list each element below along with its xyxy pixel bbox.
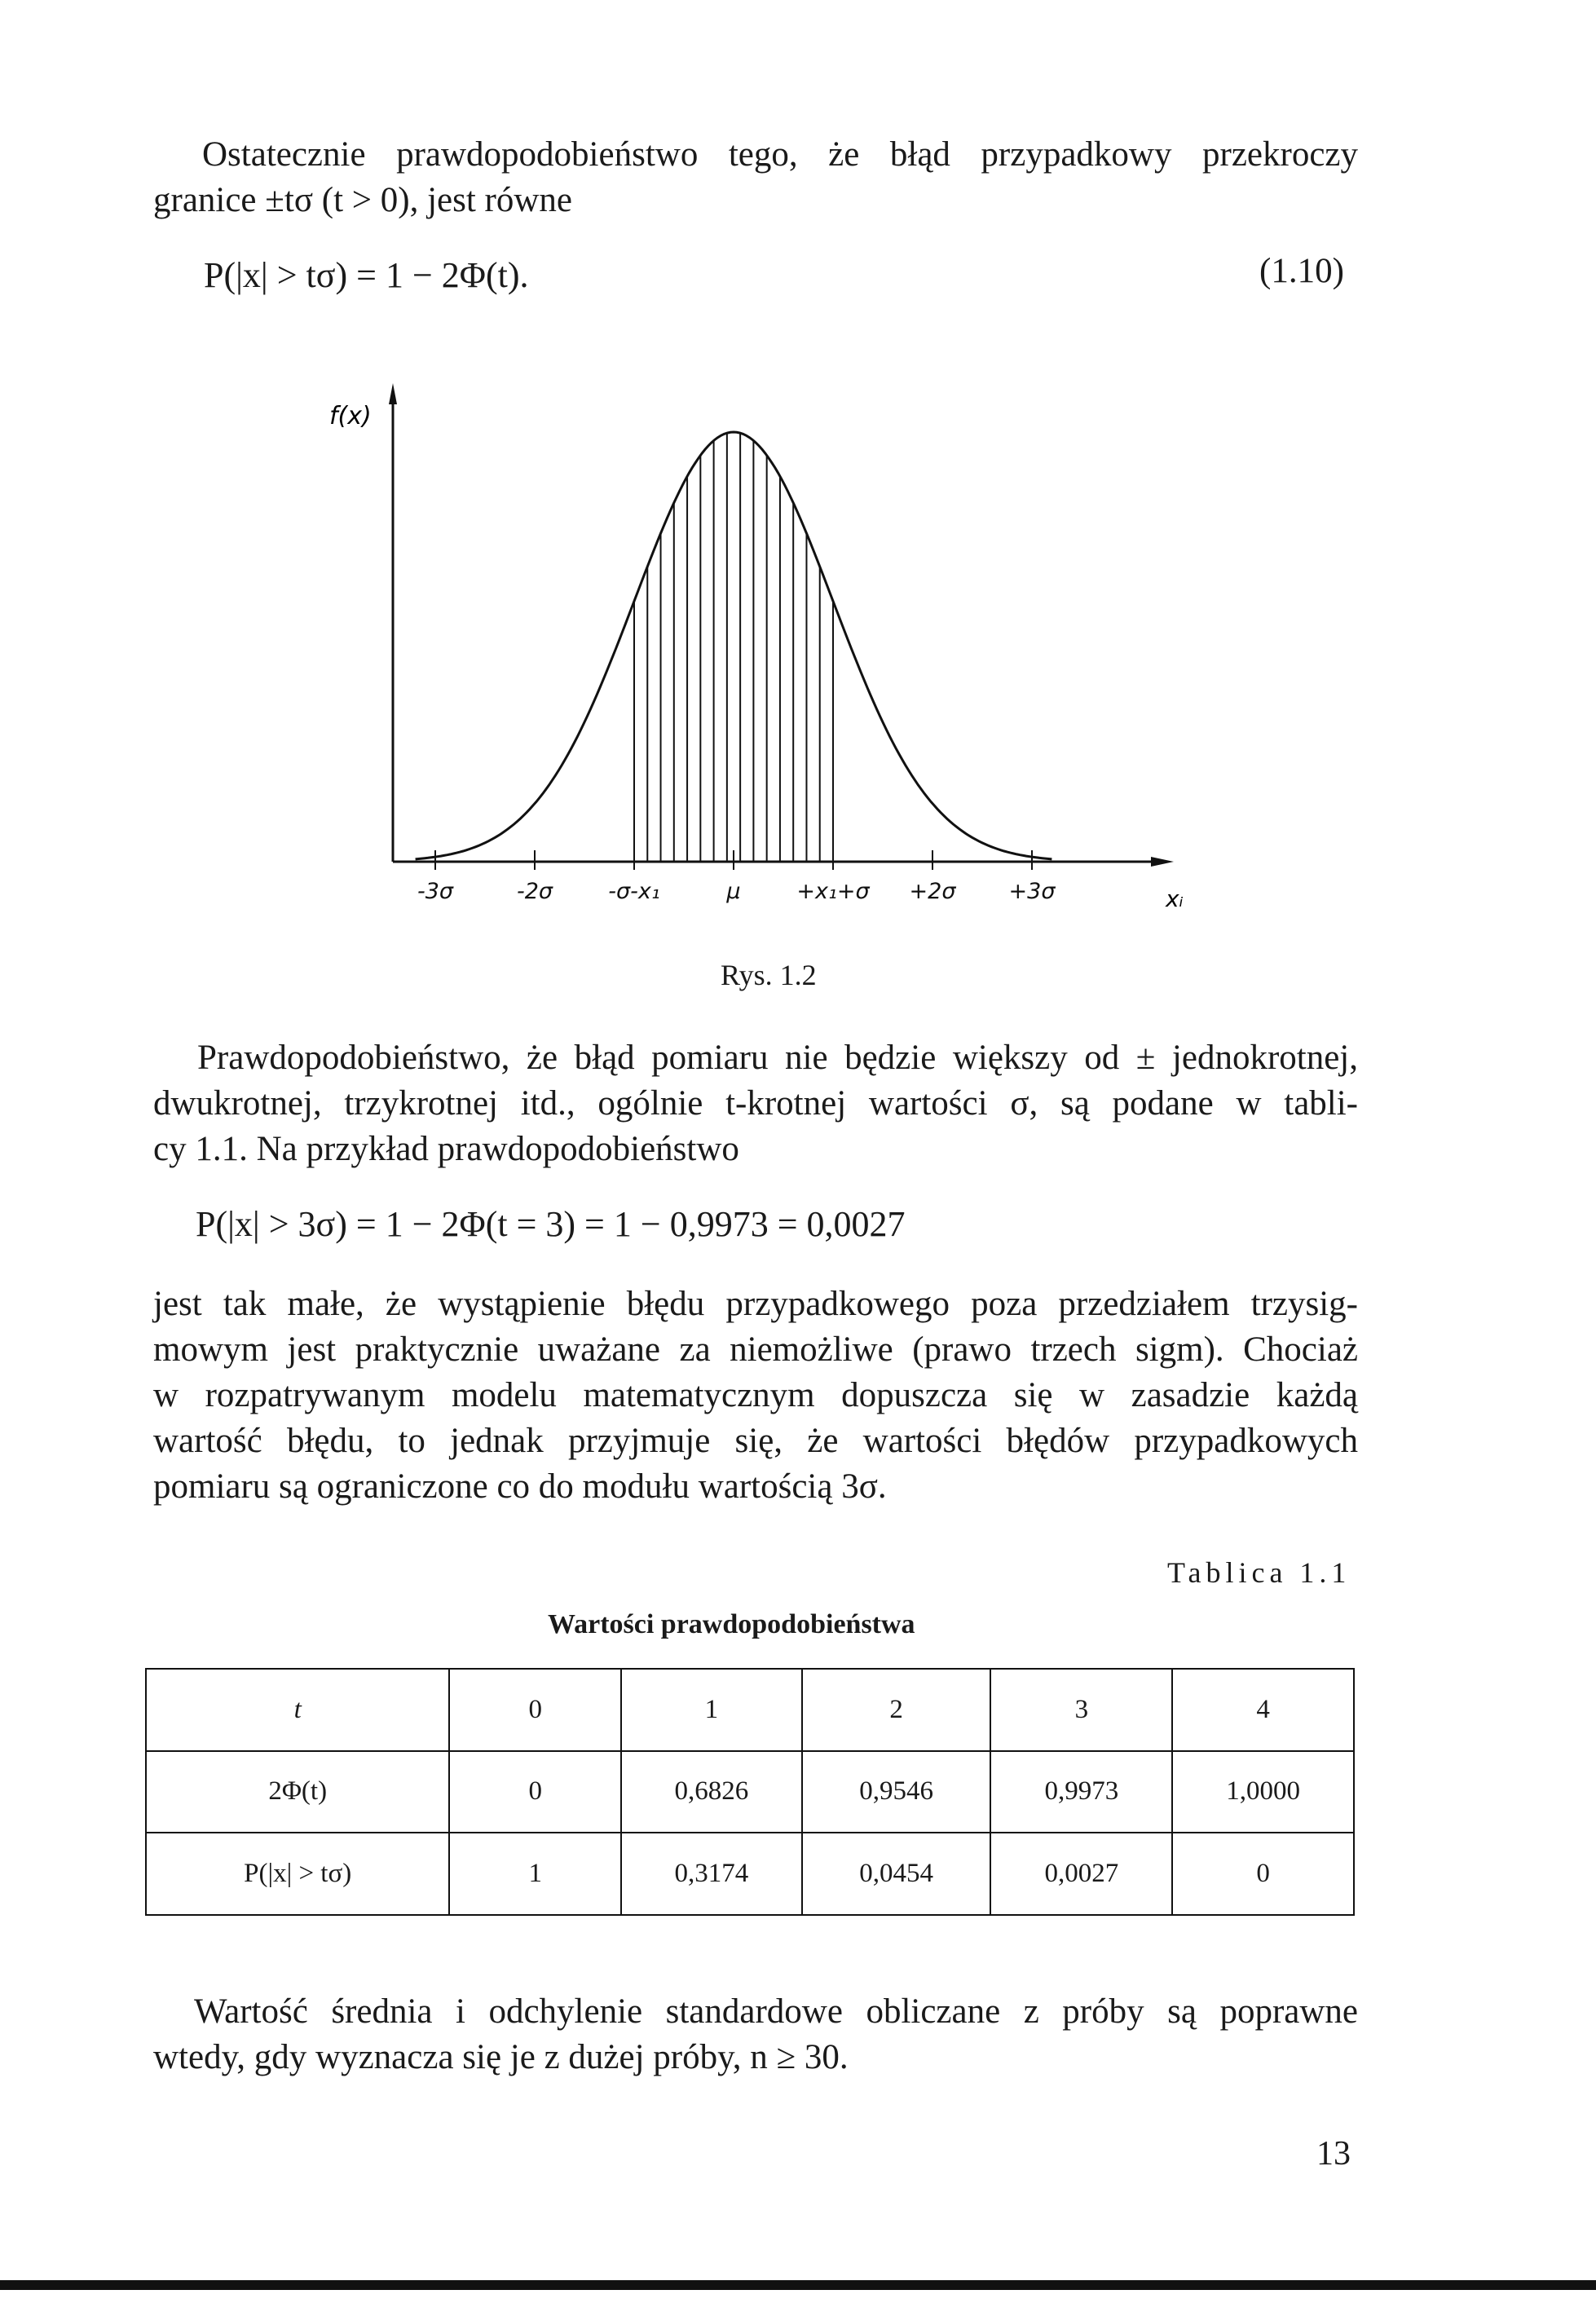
table-cell: 0,9973	[990, 1751, 1172, 1833]
formula-example: P(|x| > 3σ) = 1 − 2Φ(t = 3) = 1 − 0,9973 = 0,0027	[196, 1204, 906, 1244]
x-axis-arrow-icon	[1151, 857, 1174, 867]
normal-distribution-figure	[0, 0, 1596, 1027]
paragraph-2	[153, 1035, 1358, 1172]
table-cell: 0	[449, 1669, 621, 1751]
table-cell: 0,0027	[990, 1833, 1172, 1915]
density-curve	[416, 432, 1052, 859]
table-cell: 2	[802, 1669, 991, 1751]
table-cell: 0,9546	[802, 1751, 991, 1833]
table-label: Tablica 1.1	[1167, 1556, 1351, 1589]
para4-line-2: wtedy, gdy wyznacza się je z dużej próby, n ≥ 30.	[153, 2038, 849, 2076]
table-cell: 4	[1172, 1669, 1354, 1751]
table-cell: 0,6826	[621, 1751, 802, 1833]
table-cell: 1	[621, 1669, 802, 1751]
para3-line-3: w rozpatrywanym modelu matematycznym dopuszcza się w zasadzie każdą	[153, 1376, 1358, 1414]
table-cell: 0,3174	[621, 1833, 802, 1915]
table-cell: 0,0454	[802, 1833, 991, 1915]
table-cell: 0	[1172, 1833, 1354, 1915]
x-tick-label: +x₁+σ	[796, 879, 870, 904]
x-tick-label: -2σ	[516, 879, 553, 904]
para2-line-2: dwukrotnej, trzykrotnej itd., ogólnie t-krotnej wartości σ, są podane w tabli-	[153, 1084, 1358, 1123]
table-cell: 0	[449, 1751, 621, 1833]
table-cell: 1,0000	[1172, 1751, 1354, 1833]
para2-line-3: cy 1.1. Na przykład prawdopodobieństwo	[153, 1130, 739, 1168]
para3-line-2: mowym jest praktycznie uważane za niemożliwe (prawo trzech sigm). Chociaż	[153, 1330, 1358, 1369]
paragraph-4	[153, 1989, 1358, 2080]
para3-line-5: pomiaru są ograniczone co do modułu wartością 3σ.	[153, 1467, 887, 1506]
intro-line-2: granice ±tσ (t > 0), jest równe	[153, 181, 573, 219]
table-cell: 1	[449, 1833, 621, 1915]
x-tick-label: -σ-x₁	[608, 879, 660, 904]
table-header-t: t	[146, 1669, 449, 1751]
table-row	[146, 1751, 1354, 1833]
formula-1-10: P(|x| > tσ) = 1 − 2Φ(t).	[204, 255, 529, 295]
table-cell: 3	[990, 1669, 1172, 1751]
para3-line-1: jest tak małe, że wystąpienie błędu przypadkowego poza przedziałem trzysig-	[153, 1285, 1358, 1323]
table-row	[146, 1833, 1354, 1915]
table-title: Wartości prawdopodobieństwa	[548, 1609, 915, 1639]
table-row	[146, 1669, 1354, 1751]
page-bottom-rule	[0, 2280, 1596, 2290]
x-tick-label: -3σ	[417, 879, 454, 904]
para4-line-1: Wartość średnia i odchylenie standardowe obliczane z próby są poprawne	[194, 1992, 1358, 2031]
y-axis-label: f(x)	[329, 402, 372, 430]
paragraph-3	[153, 1282, 1358, 1510]
y-axis-arrow-icon	[389, 383, 397, 404]
equation-number: (1.10)	[1259, 252, 1344, 290]
probability-table	[145, 1668, 1355, 1916]
page-number: 13	[1316, 2135, 1351, 2173]
intro-line-1: Ostatecznie prawdopodobieństwo tego, że błąd przypadkowy przekroczy	[202, 135, 1358, 174]
x-tick-label: +2σ	[909, 879, 956, 904]
x-axis-label: xᵢ	[1166, 885, 1184, 912]
table-row-header: 2Φ(t)	[146, 1751, 449, 1833]
x-tick-label: μ	[726, 879, 741, 904]
x-tick-label: +3σ	[1008, 879, 1056, 904]
para3-line-4: wartość błędu, to jednak przyjmuje się, że wartości błędów przypadkowych	[153, 1422, 1358, 1460]
para2-line-1: Prawdopodobieństwo, że błąd pomiaru nie będzie większy od ± jednokrotnej,	[197, 1039, 1358, 1077]
table-row-header: P(|x| > tσ)	[146, 1833, 449, 1915]
figure-caption: Rys. 1.2	[721, 959, 817, 991]
